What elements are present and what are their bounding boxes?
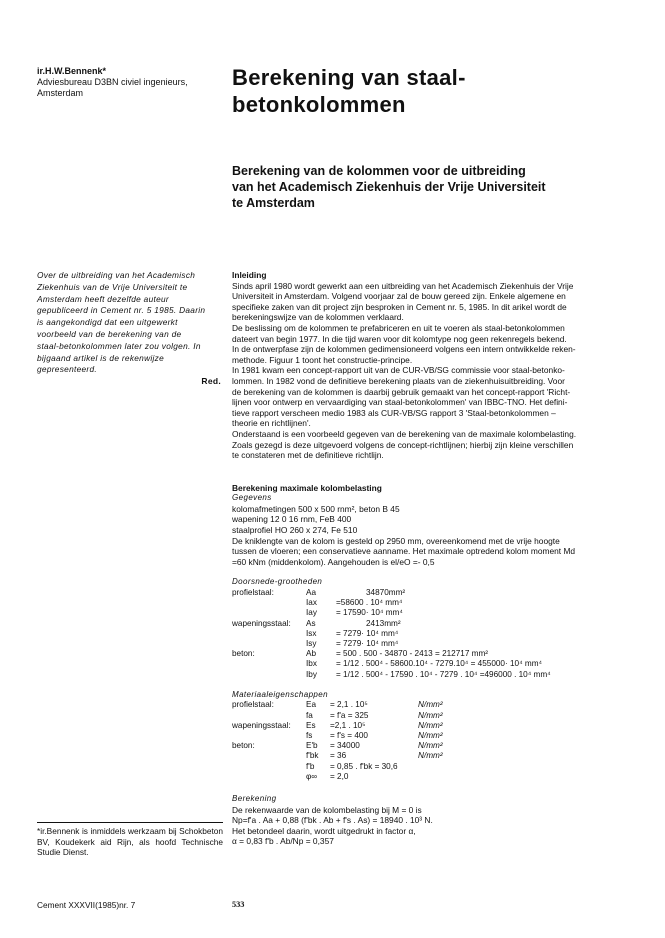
table-row: beton: Ab = 500 . 500 - 34870 - 2413 = 212717 mm² (232, 649, 489, 659)
label-doorsnede: Doorsnede-grootheden (232, 577, 323, 587)
doorsnede-table (232, 588, 551, 680)
table-row: Isx = 7279· 10⁴ mm⁴ (306, 628, 399, 638)
table-row: fa = f'a = 325 N/mm² (306, 710, 443, 720)
label-materiaal: Materiaaleigenschappen (232, 689, 328, 699)
footnote-rule (37, 822, 223, 823)
inleiding-text: Sinds april 1980 wordt gewerkt aan een uitbreiding van het Academisch Ziekenhuis der Vrije Universiteit in Amsterdam. Volgend voorjaar zal de bouw gereed zijn. Enkele algemene en specifieke zaken van dit project zijn besproken in Cement nr. 5, 1985. In dit arikel wordt de berekeningswijze van de kolommen verklaard. De beslissing om de kolommen te prefabriceren en uit te voeren als staal-betonkolommen dateert van begin 1977. In die tijd waren voor dit kolomtype nog geen rekenregels bekend. In de ontwerpfase zijn de kolommen gedimensioneerd volgens een intern ontwikkelde reken- methode. Figuur 1 toont het constructie-principe. In 1981 kwam een concept-rapport uit van de CUR-VB/SG commissie voor staal-betonko- lommen. In 1982 vond de definitieve berekening plaats van de ziekenhuisuitbreiding. Voor de berekening van de kolommen is daarbij gebruik gemaakt van het concept-rapport 'Richt- lijnen voor ontwerp en vervaardiging van staal-betonkolommen' van IBBC-TNO. Het defini- tieve rapport verscheen medio 1983 als CUR-VB/SG rapport 3 'Staal-betonkolommen – theorie en richtlijnen'. Onderstaand is een voorbeeld gegeven van de berekening van de maximale kolombelasting. Zoals gezegd is deze uitgevoerd volgens de concept-richtlijnen; hierbij zijn kleine verschillen te constateren met de definitieve richtlijn. (232, 280, 577, 461)
label-gegevens: Gegevens (232, 493, 272, 503)
table-row: Iax =58600 . 10⁴ mm⁴ (306, 598, 403, 608)
section-heading-max: Berekening maximale kolombelasting (232, 482, 382, 493)
table-row: f'bk = 36 N/mm² (306, 751, 443, 761)
table-row: beton: E'b = 34000 N/mm² (232, 741, 443, 751)
gegevens-text: kolomafmetingen 500 x 500 rnm², beton B 45 wapening 12 0 16 rnm, FeB 400 staalprofiel HO 260 x 274, Fe 510 De kniklengte van de kolom is gesteld op 2950 mm, overeenkomend met de vrije hoogte tussen de vloeren; een conservatieve aanname. Het maximale optredend kolom moment Md =60 kNm (middenkolom). Aangehouden is el/eO =- 0,5 (232, 503, 576, 567)
table-row: φ∞ = 2,0 (306, 771, 349, 781)
author-affiliation: Adviesbureau D3BN civiel ingenieurs, (37, 77, 188, 87)
berekening-text: De rekenwaarde van de kolombelasting bij M = 0 is Np=f'a . Aa + 0,88 (f'bk . Ab + f's . As) = 18940 . 10³ N. Het betondeel daarin, wordt uitgedrukt in factor α, α = 0,83 f'b . Ab/Np = 0,357 (232, 804, 433, 847)
article-subtitle: Berekening van de kolommen voor de uitbreiding van het Academisch Ziekenhuis der Vrije Universiteit te Amsterdam (232, 164, 546, 210)
section-heading-inleiding: Inleiding (232, 270, 267, 280)
table-row: Isy = 7279· 10⁴ mm⁴ (306, 639, 399, 649)
article-body (232, 270, 622, 847)
page-number: 533 (232, 900, 245, 909)
label-berekening: Berekening (232, 794, 277, 804)
table-row: wapeningsstaal: As 2413mm² (232, 618, 401, 628)
table-row: Iby = 1/12 . 500⁴ - 17590 . 10⁴ - 7279 . 10⁴ =496000 . 10⁴ mm⁴ (306, 669, 551, 679)
author-block (37, 66, 207, 99)
materiaal-table (232, 700, 443, 782)
author-name: ir.H.W.Bennenk* (37, 66, 107, 76)
table-row: profielstaal: Ea = 2,1 . 10⁵ N/mm² (232, 700, 443, 710)
table-row: Iay = 17590· 10⁴ mm⁴ (306, 608, 403, 618)
table-row: wapeningsstaal: Es =2,1 . 10⁵ N/mm² (232, 720, 443, 730)
table-row: Ibx = 1/12 . 500⁴ - 58600.10⁴ - 7279.10⁴ = 455000· 10⁴ mm⁴ (306, 659, 543, 669)
table-row: f'b = 0,85 . f'bk = 30,6 (306, 761, 398, 771)
article-title: Berekening van staal- betonkolommen (232, 65, 466, 117)
author-city: Amsterdam (37, 88, 84, 98)
journal-reference: Cement XXXVII(1985)nr. 7 (37, 900, 136, 910)
editor-signature: Red. (201, 376, 221, 387)
author-footnote: *ir.Bennenk is inmiddels werkzaam bij Schokbeton BV, Koudekerk aid Rijn, als hoofd Technische Studie Dienst. (37, 826, 223, 858)
table-row: fs = f's = 400 N/mm² (306, 731, 443, 741)
editorial-intro: Over de uitbreiding van het Academisch Ziekenhuis van de Vrije Universiteit te Amsterdam heeft dezelfde auteur gepubliceerd in Cement nr. 5 1985. Daarin is aangekondigd dat een uitgewerkt voorbeeld van de berekening van de staal-betonkolommen later zou volgen. In bijgaand artikel is de rekenwijze gepresenteerd. Red. (37, 270, 221, 387)
table-row: profielstaal: Aa 34870mm² (232, 588, 406, 598)
